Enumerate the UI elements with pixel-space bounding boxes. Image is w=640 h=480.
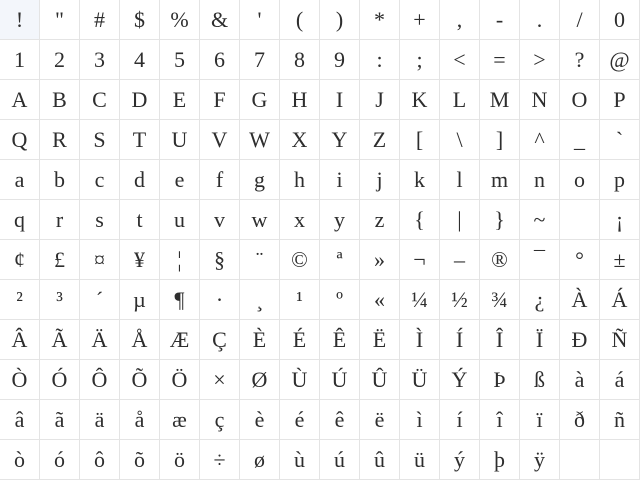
glyph-cell[interactable]: Ç (200, 320, 240, 360)
glyph-cell[interactable]: Ø (240, 360, 280, 400)
glyph-cell[interactable]: Ì (400, 320, 440, 360)
glyph-cell[interactable]: > (520, 40, 560, 80)
glyph-cell[interactable] (600, 440, 640, 480)
glyph-cell[interactable]: % (160, 0, 200, 40)
glyph-cell[interactable]: ¡ (600, 200, 640, 240)
glyph-cell[interactable]: m (480, 160, 520, 200)
glyph-cell[interactable]: É (280, 320, 320, 360)
glyph-cell[interactable]: ± (600, 240, 640, 280)
glyph-cell[interactable]: k (400, 160, 440, 200)
glyph-cell[interactable]: è (240, 400, 280, 440)
glyph-cell[interactable]: 0 (600, 0, 640, 40)
glyph-cell[interactable]: J (360, 80, 400, 120)
glyph-cell[interactable]: Ë (360, 320, 400, 360)
glyph-cell[interactable]: ÷ (200, 440, 240, 480)
glyph-cell[interactable]: 7 (240, 40, 280, 80)
glyph-cell[interactable]: j (360, 160, 400, 200)
glyph-cell[interactable]: v (200, 200, 240, 240)
glyph-cell[interactable]: ¯ (520, 240, 560, 280)
glyph-cell[interactable]: ¨ (240, 240, 280, 280)
glyph-cell[interactable]: û (360, 440, 400, 480)
glyph-cell[interactable]: ; (400, 40, 440, 80)
glyph-cell[interactable]: M (480, 80, 520, 120)
glyph-cell[interactable]: æ (160, 400, 200, 440)
glyph-cell[interactable]: D (120, 80, 160, 120)
glyph-cell[interactable]: ¿ (520, 280, 560, 320)
glyph-cell[interactable]: u (160, 200, 200, 240)
glyph-cell[interactable]: « (360, 280, 400, 320)
glyph-cell[interactable]: ¾ (480, 280, 520, 320)
glyph-cell[interactable]: W (240, 120, 280, 160)
glyph-cell[interactable]: U (160, 120, 200, 160)
glyph-cell[interactable]: ñ (600, 400, 640, 440)
glyph-cell[interactable]: ¬ (400, 240, 440, 280)
glyph-cell[interactable]: 1 (0, 40, 40, 80)
glyph-cell[interactable]: Í (440, 320, 480, 360)
glyph-cell[interactable]: ü (400, 440, 440, 480)
glyph-cell[interactable]: [ (400, 120, 440, 160)
glyph-cell[interactable]: B (40, 80, 80, 120)
glyph-cell[interactable]: Ï (520, 320, 560, 360)
glyph-cell[interactable]: ã (40, 400, 80, 440)
glyph-cell[interactable]: ¼ (400, 280, 440, 320)
glyph-cell[interactable]: 9 (320, 40, 360, 80)
glyph-cell[interactable]: x (280, 200, 320, 240)
glyph-cell[interactable]: º (320, 280, 360, 320)
glyph-cell[interactable]: Þ (480, 360, 520, 400)
glyph-cell[interactable]: – (440, 240, 480, 280)
glyph-cell[interactable]: Æ (160, 320, 200, 360)
glyph-cell[interactable]: g (240, 160, 280, 200)
glyph-cell[interactable]: N (520, 80, 560, 120)
glyph-cell[interactable]: ! (0, 0, 40, 40)
glyph-cell[interactable]: È (240, 320, 280, 360)
glyph-cell[interactable]: ° (560, 240, 600, 280)
glyph-cell[interactable]: ³ (40, 280, 80, 320)
glyph-cell[interactable]: ô (80, 440, 120, 480)
glyph-cell[interactable]: í (440, 400, 480, 440)
glyph-cell[interactable]: ú (320, 440, 360, 480)
glyph-cell[interactable]: ? (560, 40, 600, 80)
glyph-cell[interactable]: À (560, 280, 600, 320)
glyph-cell[interactable]: Ú (320, 360, 360, 400)
glyph-cell[interactable]: 3 (80, 40, 120, 80)
glyph-cell[interactable]: ¤ (80, 240, 120, 280)
glyph-cell[interactable]: Ð (560, 320, 600, 360)
glyph-cell[interactable]: F (200, 80, 240, 120)
glyph-cell[interactable]: ó (40, 440, 80, 480)
glyph-cell[interactable]: ê (320, 400, 360, 440)
glyph-cell[interactable]: / (560, 0, 600, 40)
glyph-cell[interactable]: G (240, 80, 280, 120)
glyph-cell[interactable]: 4 (120, 40, 160, 80)
glyph-cell[interactable]: } (480, 200, 520, 240)
glyph-cell[interactable]: õ (120, 440, 160, 480)
glyph-cell[interactable]: < (440, 40, 480, 80)
glyph-cell[interactable]: ä (80, 400, 120, 440)
glyph-cell[interactable]: Õ (120, 360, 160, 400)
glyph-cell[interactable]: # (80, 0, 120, 40)
glyph-cell[interactable]: ~ (520, 200, 560, 240)
glyph-cell[interactable]: ª (320, 240, 360, 280)
glyph-cell[interactable]: § (200, 240, 240, 280)
glyph-cell[interactable]: S (80, 120, 120, 160)
glyph-cell[interactable]: ® (480, 240, 520, 280)
glyph-cell[interactable]: » (360, 240, 400, 280)
glyph-cell[interactable] (560, 440, 600, 480)
glyph-cell[interactable]: h (280, 160, 320, 200)
glyph-cell[interactable]: Ã (40, 320, 80, 360)
glyph-cell[interactable]: £ (40, 240, 80, 280)
glyph-cell[interactable]: R (40, 120, 80, 160)
glyph-cell[interactable]: r (40, 200, 80, 240)
glyph-cell[interactable]: Ý (440, 360, 480, 400)
glyph-cell[interactable]: Ô (80, 360, 120, 400)
glyph-cell[interactable]: Á (600, 280, 640, 320)
glyph-cell[interactable]: ö (160, 440, 200, 480)
glyph-cell[interactable]: Ê (320, 320, 360, 360)
glyph-cell[interactable]: 5 (160, 40, 200, 80)
glyph-cell[interactable]: A (0, 80, 40, 120)
glyph-cell[interactable]: : (360, 40, 400, 80)
glyph-cell[interactable]: Ù (280, 360, 320, 400)
glyph-cell[interactable]: ´ (80, 280, 120, 320)
glyph-cell[interactable]: ( (280, 0, 320, 40)
glyph-cell[interactable]: s (80, 200, 120, 240)
glyph-cell[interactable]: ý (440, 440, 480, 480)
glyph-cell[interactable]: d (120, 160, 160, 200)
glyph-cell[interactable]: $ (120, 0, 160, 40)
glyph-cell[interactable]: q (0, 200, 40, 240)
glyph-cell[interactable]: . (520, 0, 560, 40)
glyph-cell[interactable]: e (160, 160, 200, 200)
glyph-cell[interactable]: ½ (440, 280, 480, 320)
glyph-cell[interactable]: ç (200, 400, 240, 440)
glyph-cell[interactable]: ò (0, 440, 40, 480)
glyph-cell[interactable]: ¹ (280, 280, 320, 320)
glyph-cell[interactable]: y (320, 200, 360, 240)
glyph-cell[interactable]: 2 (40, 40, 80, 80)
glyph-cell[interactable]: 8 (280, 40, 320, 80)
glyph-cell[interactable]: f (200, 160, 240, 200)
glyph-cell[interactable]: * (360, 0, 400, 40)
glyph-cell[interactable]: b (40, 160, 80, 200)
glyph-cell[interactable]: 6 (200, 40, 240, 80)
glyph-cell[interactable]: L (440, 80, 480, 120)
glyph-cell[interactable]: C (80, 80, 120, 120)
glyph-cell[interactable]: î (480, 400, 520, 440)
glyph-cell[interactable]: " (40, 0, 80, 40)
glyph-cell[interactable]: Ò (0, 360, 40, 400)
glyph-cell[interactable]: \ (440, 120, 480, 160)
glyph-cell[interactable]: á (600, 360, 640, 400)
glyph-cell[interactable]: Ó (40, 360, 80, 400)
glyph-cell[interactable]: þ (480, 440, 520, 480)
glyph-cell[interactable]: ¶ (160, 280, 200, 320)
glyph-cell[interactable]: z (360, 200, 400, 240)
glyph-cell[interactable]: w (240, 200, 280, 240)
glyph-cell[interactable]: ï (520, 400, 560, 440)
glyph-cell[interactable]: ¢ (0, 240, 40, 280)
glyph-cell[interactable]: · (200, 280, 240, 320)
glyph-cell[interactable]: a (0, 160, 40, 200)
glyph-cell[interactable]: X (280, 120, 320, 160)
glyph-cell[interactable]: à (560, 360, 600, 400)
glyph-cell[interactable]: T (120, 120, 160, 160)
glyph-cell[interactable]: I (320, 80, 360, 120)
glyph-cell[interactable]: Z (360, 120, 400, 160)
glyph-cell[interactable]: Å (120, 320, 160, 360)
glyph-cell[interactable]: Ö (160, 360, 200, 400)
glyph-cell[interactable]: ù (280, 440, 320, 480)
glyph-cell[interactable]: O (560, 80, 600, 120)
glyph-cell[interactable]: ì (400, 400, 440, 440)
glyph-cell[interactable]: © (280, 240, 320, 280)
glyph-cell[interactable]: V (200, 120, 240, 160)
glyph-cell[interactable]: | (440, 200, 480, 240)
glyph-cell[interactable]: { (400, 200, 440, 240)
glyph-cell[interactable]: P (600, 80, 640, 120)
glyph-cell[interactable]: _ (560, 120, 600, 160)
glyph-cell[interactable]: ÿ (520, 440, 560, 480)
glyph-cell[interactable]: Q (0, 120, 40, 160)
glyph-cell[interactable]: o (560, 160, 600, 200)
glyph-cell[interactable]: , (440, 0, 480, 40)
glyph-cell[interactable]: = (480, 40, 520, 80)
glyph-cell[interactable]: c (80, 160, 120, 200)
glyph-cell[interactable]: ^ (520, 120, 560, 160)
glyph-cell[interactable]: + (400, 0, 440, 40)
glyph-cell[interactable]: l (440, 160, 480, 200)
glyph-cell[interactable]: @ (600, 40, 640, 80)
glyph-cell[interactable]: ² (0, 280, 40, 320)
glyph-cell[interactable]: × (200, 360, 240, 400)
glyph-cell[interactable]: â (0, 400, 40, 440)
glyph-cell[interactable]: ] (480, 120, 520, 160)
glyph-cell[interactable]: t (120, 200, 160, 240)
glyph-cell[interactable]: K (400, 80, 440, 120)
glyph-cell[interactable]: n (520, 160, 560, 200)
glyph-cell[interactable]: E (160, 80, 200, 120)
glyph-cell[interactable]: Y (320, 120, 360, 160)
glyph-cell[interactable]: ¸ (240, 280, 280, 320)
glyph-cell[interactable]: é (280, 400, 320, 440)
glyph-cell[interactable]: µ (120, 280, 160, 320)
glyph-cell[interactable]: p (600, 160, 640, 200)
glyph-cell[interactable]: & (200, 0, 240, 40)
glyph-cell[interactable]: ë (360, 400, 400, 440)
glyph-cell[interactable]: ¥ (120, 240, 160, 280)
glyph-cell[interactable]: H (280, 80, 320, 120)
glyph-cell[interactable]: ø (240, 440, 280, 480)
glyph-cell[interactable]: ¦ (160, 240, 200, 280)
glyph-cell[interactable]: ` (600, 120, 640, 160)
glyph-cell[interactable]: ) (320, 0, 360, 40)
glyph-cell[interactable]: ß (520, 360, 560, 400)
glyph-cell[interactable]: Ñ (600, 320, 640, 360)
glyph-cell[interactable]: Ü (400, 360, 440, 400)
glyph-cell[interactable]: å (120, 400, 160, 440)
glyph-cell[interactable] (560, 200, 600, 240)
glyph-cell[interactable]: - (480, 0, 520, 40)
glyph-cell[interactable]: Â (0, 320, 40, 360)
glyph-cell[interactable]: ' (240, 0, 280, 40)
glyph-cell[interactable]: Ä (80, 320, 120, 360)
glyph-cell[interactable]: Û (360, 360, 400, 400)
glyph-cell[interactable]: ð (560, 400, 600, 440)
glyph-cell[interactable]: i (320, 160, 360, 200)
glyph-cell[interactable]: Î (480, 320, 520, 360)
